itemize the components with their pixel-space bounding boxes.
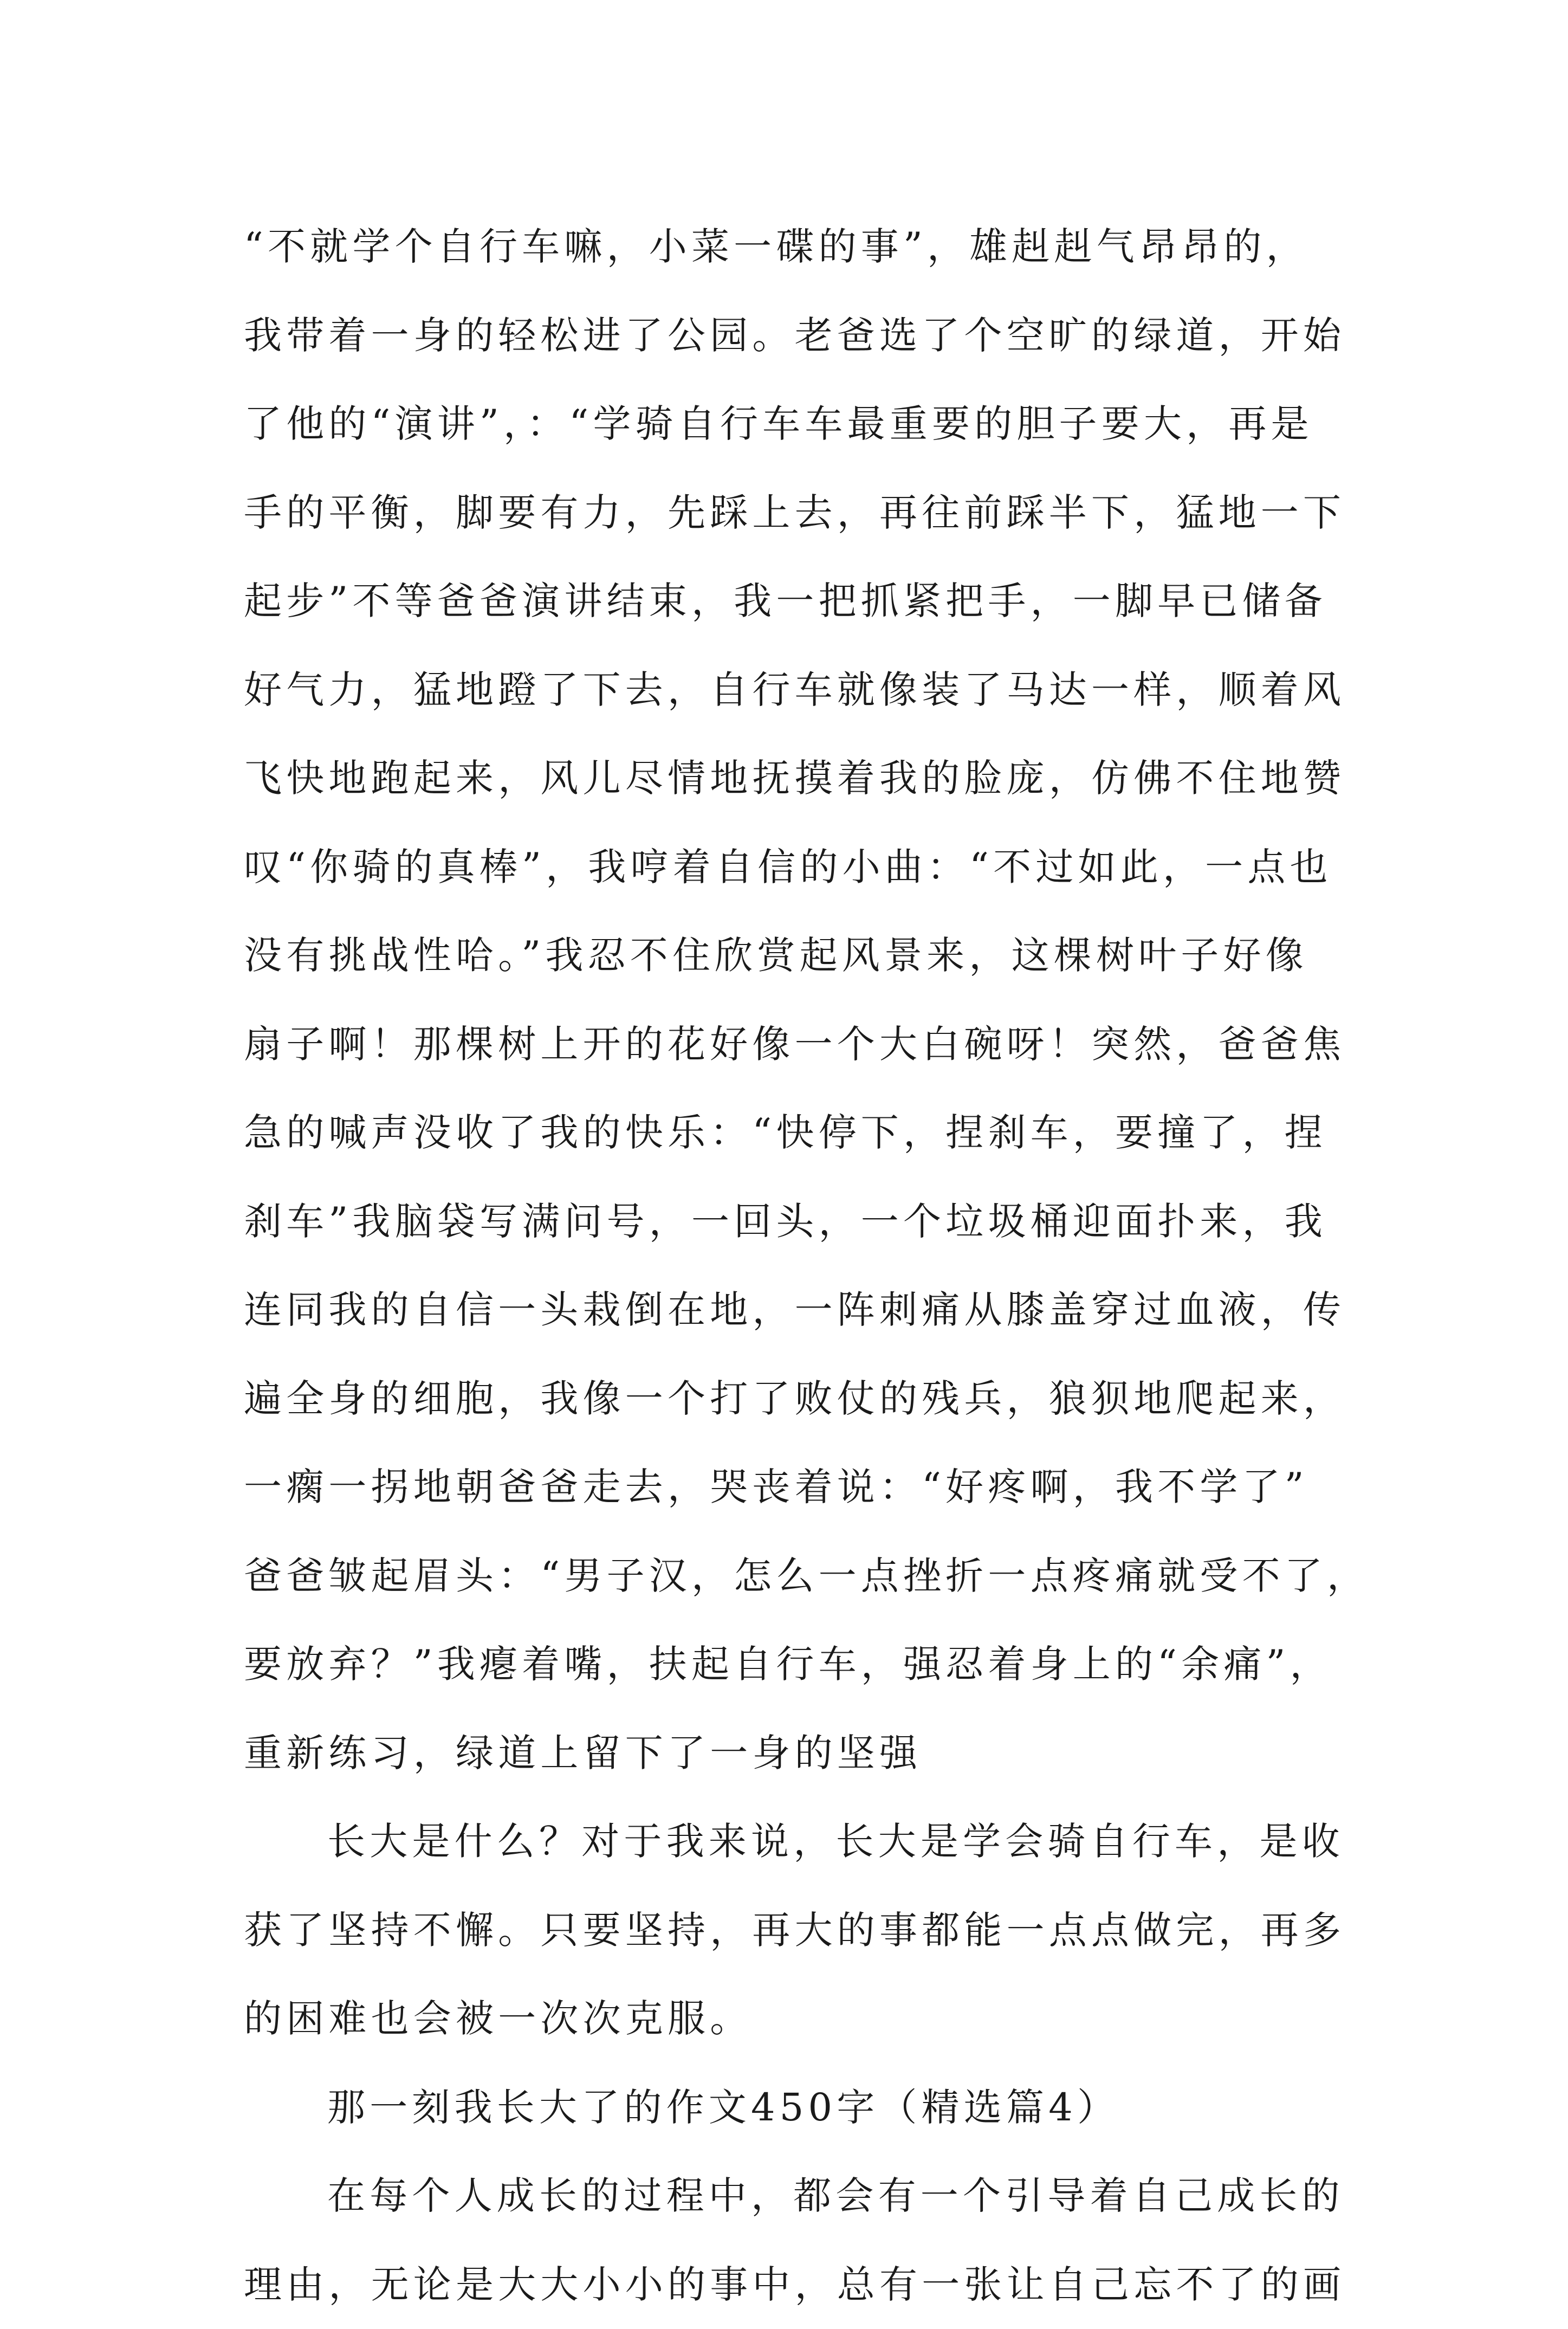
text-line: 叹“你骑的真棒”，我哼着自信的小曲：“不过如此，一点也: [244, 823, 1360, 912]
text-line: 一瘸一拐地朝爸爸走去，哭丧着说：“好疼啊，我不学了”: [244, 1443, 1360, 1532]
text-line: 连同我的自信一头栽倒在地，一阵刺痛从膝盖穿过血液，传: [244, 1266, 1360, 1355]
section-heading: 那一刻我长大了的作文450字（精选篇4）: [244, 2063, 1360, 2152]
text-line: 要放弃？”我瘪着嘴，扶起自行车，强忍着身上的“余痛”，: [244, 1620, 1360, 1709]
text-line: 飞快地跑起来，风儿尽情地抚摸着我的脸庞，仿佛不住地赞: [244, 734, 1360, 823]
paragraph-start-line: 在每个人成长的过程中，都会有一个引导着自己成长的: [244, 2152, 1360, 2241]
text-line: 的困难也会被一次次克服。: [244, 1975, 1360, 2063]
text-line: 没有挑战性哈。”我忍不住欣赏起风景来，这棵树叶子好像: [244, 911, 1360, 1000]
text-line: 爸爸皱起眉头：“男子汉，怎么一点挫折一点疼痛就受不了，: [244, 1532, 1360, 1621]
text-line: 刹车”我脑袋写满问号，一回头，一个垃圾桶迎面扑来，我: [244, 1178, 1360, 1266]
paragraph-start-line: 长大是什么？对于我来说，长大是学会骑自行车，是收: [244, 1797, 1360, 1886]
text-line: 遍全身的细胞，我像一个打了败仗的残兵，狼狈地爬起来，: [244, 1355, 1360, 1444]
document-body: [244, 203, 1360, 2329]
text-line: 理由，无论是大大小小的事中，总有一张让自己忘不了的画: [244, 2241, 1360, 2329]
text-line: 获了坚持不懈。只要坚持，再大的事都能一点点做完，再多: [244, 1886, 1360, 1975]
text-line: 扇子啊！那棵树上开的花好像一个大白碗呀！突然，爸爸焦: [244, 1000, 1360, 1089]
text-line: “不就学个自行车嘛，小菜一碟的事”，雄赳赳气昂昂的，: [244, 203, 1360, 292]
text-line: 我带着一身的轻松进了公园。老爸选了个空旷的绿道，开始: [244, 292, 1360, 380]
text-line: 好气力，猛地蹬了下去，自行车就像装了马达一样，顺着风: [244, 646, 1360, 735]
text-line: 起步”不等爸爸演讲结束，我一把抓紧把手，一脚早已储备: [244, 557, 1360, 646]
text-line: 重新练习，绿道上留下了一身的坚强: [244, 1709, 1360, 1798]
text-line: 了他的“演讲”，：“学骑自行车车最重要的胆子要大，再是: [244, 380, 1360, 469]
text-line: 急的喊声没收了我的快乐：“快停下，捏刹车，要撞了，捏: [244, 1089, 1360, 1178]
text-line: 手的平衡，脚要有力，先踩上去，再往前踩半下，猛地一下: [244, 469, 1360, 558]
